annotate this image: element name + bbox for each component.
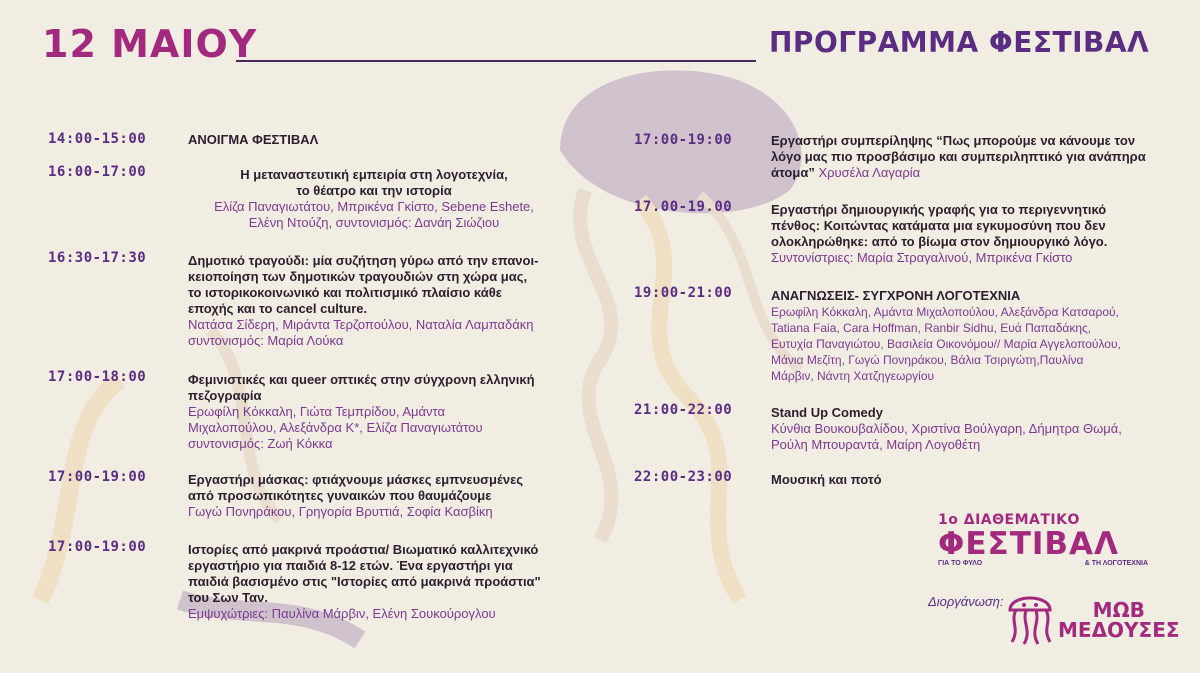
event-participants: Χρυσέλα Λαγαρία <box>818 165 921 180</box>
event-participants: Ερωφίλη Κόκκαλη, Γιώτα Τεμπρίδου, Αμάντα Μιχαλοπούλου, Αλεξάνδρα Κ*, Ελίζα Παναγιωτάτου συντονισμός: Ζωή Κόκκα <box>188 404 483 451</box>
event-participants: Ελίζα Παναγιωτάτου, Μπρικένα Γκίστο, Sebene Eshete, Ελένη Ντούζη, συντονισμός: Δανάη Σιώζιου <box>214 199 534 230</box>
event-time: 17:00-19:00 <box>48 469 147 485</box>
event-time: 17:00-19:00 <box>48 539 147 555</box>
event-participants: Συντονίστριες: Μαρία Στραγαλινού, Μπρικένα Γκίστο <box>771 250 1073 265</box>
event-participants: Νατάσα Σίδερη, Μιράντα Τερζοπούλου, Ναταλία Λαμπαδάκη συντονισμός: Μαρία Λούκα <box>188 317 534 348</box>
event-title: Εργαστήρι δημιουργικής γραφής για το περιγεννητικό πένθος: Κοιτώντας κατάματα μια εγκυμοσύνη που δεν ολοκληρώθηκε: από το βίωμα στον δημιουργικό λόγο. <box>771 202 1108 249</box>
logo-sub-left: ΓΙΑ ΤΟ ΦΥΛΟ <box>938 560 983 567</box>
event-title: ΑΝΟΙΓΜΑ ΦΕΣΤΙΒΑΛ <box>188 132 319 147</box>
organizer-logo-text: ΜΩΒ ΜΕΔΟΥΣΕΣ <box>1058 598 1180 642</box>
event-title: ΑΝΑΓΝΩΣΕΙΣ- ΣΥΓΧΡΟΝΗ ΛΟΓΟΤΕΧΝΙΑ <box>771 288 1021 303</box>
event-time: 19:00-21:00 <box>634 285 733 301</box>
header-divider-line <box>236 60 756 62</box>
event-time: 17:00-19:00 <box>634 132 733 148</box>
event-participants: Κύνθια Βουκουβαλίδου, Χριστίνα Βούλγαρη, Δήμητρα Θωμά, Ρούλη Μπουραντά, Μαίρη Λογοθέτη <box>771 421 1122 452</box>
logo-main-text: ΦΕΣΤΙΒΑΛ <box>938 526 1119 562</box>
event-title: Μουσική και ποτό <box>771 472 882 487</box>
festival-logo <box>938 512 1158 567</box>
logo-sub-right: & ΤΗ ΛΟΓΟΤΕΧΝΙΑ <box>1084 560 1148 567</box>
event-participants: Ερωφίλη Κόκκαλη, Αμάντα Μιχαλοπούλου, Αλεξάνδρα Κατσαρού, Tatiana Faia, Cara Hoffman, Ranbir Sidhu, Ευά Παπαδάκης, Ευτυχία Παναγιώτου, Βασιλεία Οικονόμου// Μαρία Αγγελοπούλου, Μάνια Μεζίτη, Γωγώ Πονηράκου, Βάλια Τσιριγώτη,Παυλίνα Μάρβιν, Νάντη Χατζηγεωργίου <box>771 305 1121 383</box>
jellyfish-icon <box>1002 588 1058 648</box>
event-time: 22:00-23:00 <box>634 469 733 485</box>
logo-top-text: 1ο ΔΙΑΘΕΜΑΤΙΚΟ <box>938 512 1080 528</box>
event-title: Εργαστήρι μάσκας: φτιάχνουμε μάσκες εμπνευσμένες από προσωπικότητες γυναικών που θαυμάζουμε <box>188 472 524 503</box>
event-title: Ιστορίες από μακρινά προάστια/ Βιωματικό καλλιτεχνικό εργαστήριο για παιδιά 8-12 ετών. Ένα εργαστήρι για παιδιά βασισμένο στις "Ιστορίες από μακρινά προάστια" του Σων Ταν. <box>188 542 541 605</box>
event-title: Stand Up Comedy <box>771 405 883 420</box>
event-title: Εργαστήρι συμπερίληψης “Πως μπορούμε να κάνουμε τον λόγο μας πιο προσβάσιμο και συμπεριληπτικό για ανάπηρα άτομα” Χρυσέλα Λαγαρία <box>771 133 1146 180</box>
event-time: 16:00-17:00 <box>48 164 147 180</box>
event-participants: Γωγώ Πονηράκου, Γρηγορία Βρυττιά, Σοφία Κασβίκη <box>188 504 493 519</box>
event-time: 16:30-17:30 <box>48 250 147 266</box>
event-title: Δημοτικό τραγούδι: μία συζήτηση γύρω από την επανοι- κειοποίηση των δημοτικών τραγουδιών στη χώρα μας, το ιστορικοκοινωνικό και πολιτισμικό πλαίσιο κάθε εποχής και το cancel culture. <box>188 253 539 316</box>
event-time: 17:00-18:00 <box>48 369 147 385</box>
event-title: Η μεταναστευτική εμπειρία στη λογοτεχνία, το θέατρο και την ιστορία <box>240 167 508 198</box>
event-time: 21:00-22:00 <box>634 402 733 418</box>
organizer-label: Διοργάνωση: <box>928 594 1004 609</box>
page-title: ΠΡΟΓΡΑΜΜΑ ΦΕΣΤΙΒΑΛ <box>769 26 1150 59</box>
event-title: Φεμινιστικές και queer οπτικές στην σύγχρονη ελληνική πεζογραφία <box>188 372 535 403</box>
event-participants: Εμψυχώτριες: Παυλίνα Μάρβιν, Ελένη Σουκούρογλου <box>188 606 496 621</box>
event-time: 14:00-15:00 <box>48 131 147 147</box>
event-time: 17.00-19.00 <box>634 199 733 215</box>
festival-date: 12 ΜΑΙΟΥ <box>42 22 258 66</box>
